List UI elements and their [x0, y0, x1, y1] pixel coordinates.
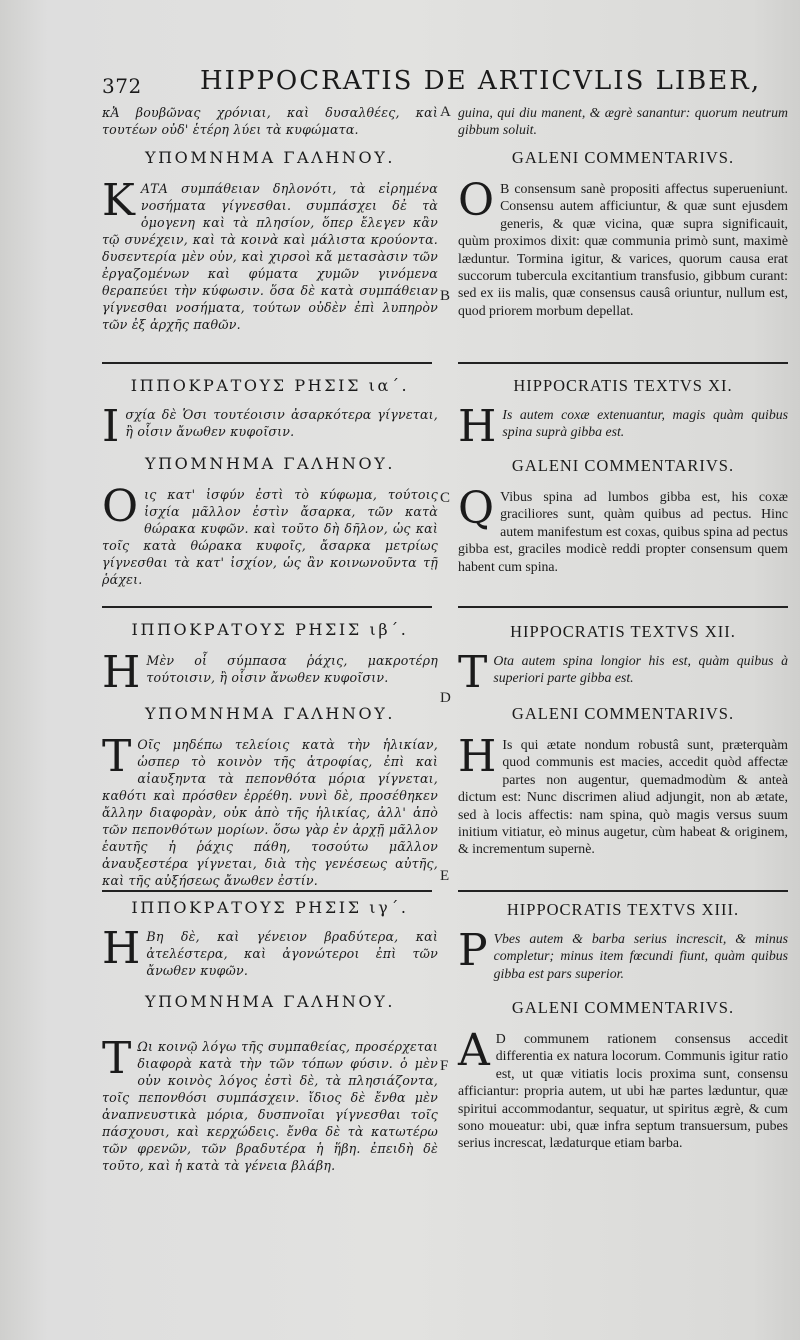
drop-cap: Η — [102, 923, 141, 974]
drop-cap: H — [458, 731, 497, 782]
drop-cap: Ο — [102, 481, 139, 532]
greek-comment-text: Οῖς μηδέπω τελείοις κατὰ τὴν ἡλικίαν, ὡσπερ τὸ κοινὸν τῆς ἀτροφίας, ἐπὶ καὶ αἰαυξηντα τὰ πεπονθότα μόρια γίγνεται, καθότι καὶ πρόσθεν ἐρρέθη. νυνὶ δὲ, προσέθηκεν ἄλλην διαφορὰν, οὐκ ἀπὸ τῆς ἡλικίας, ἀλλ' ἀπὸ τῶν πεπονθότων μορίων. ὅσω γὰρ ἐν ἀρχῇ μᾶλλον ἑαυτῆς ἡ ῥάχις πάθη, τοσούτω μᾶλλον ἀναυξεστέρα γίγνεται, διὰ τὴς γενέσεως αὐτῆς, καὶ τῆς αὐξήσεως ἄνωθεν ἐστίν. — [102, 737, 438, 888]
greek-hypomnema-heading-4: ΥΠΟΜΝΗΜΑ ΓΑΛΗΝΟΥ. — [144, 992, 396, 1011]
section-rule — [458, 606, 788, 608]
margin-letter-a: A — [440, 104, 451, 120]
latin-commentarius-heading-4: GALENI COMMENTARIVS. — [511, 998, 735, 1017]
latin-comment-3 — [458, 731, 788, 882]
greek-hypomnema-heading-1: ΥΠΟΜΝΗΜΑ ΓΑΛΗΝΟΥ. — [144, 148, 396, 167]
drop-cap: P — [458, 925, 488, 976]
greek-comment-text: ις κατ' ἰσφύν ἐστὶ τὸ κύφωμα, τούτοις ἰσχία μᾶλλον ἐστὶν ἄσαρκα, τῶν κατὰ θώρακα κυφῶν. καὶ τοῦτο δὴ δῆλον, ὡς καὶ τοῖς κατὰ θώρακα κυφοῖς, ἄσαρκα μετρίως γίγνεσθαι τὰ κατ' ἰσχίον, ὡς ἂν κοινωνοῦντα τῇ ῥάχει. — [102, 487, 438, 587]
greek-hypomnema-heading-3: ΥΠΟΜΝΗΜΑ ΓΑΛΗΝΟΥ. — [144, 704, 396, 723]
section-rule — [102, 890, 432, 892]
greek-comment-1 — [102, 175, 438, 352]
latin-textus-text: Is autem coxæ extenuantur, magis quàm quibus spina suprà gibba est. — [502, 407, 788, 440]
latin-textus-text: Vbes autem & barba serius increscit, & minus completur; minus item fœcundi fiunt, quàm quibus gibba est pars superior. — [493, 931, 788, 981]
greek-rhesis-text: Μὲν οἷ σύμπασα ῥάχις, μακροτέρη τούτοισιν, ἢ οἷσιν ἄνωθεν κυφοῖσιν. — [146, 653, 438, 685]
greek-rhesis-13 — [102, 923, 438, 978]
drop-cap: Τ — [102, 1033, 132, 1084]
greek-comment-text: ΑΤΑ συμπάθειαν δηλονότι, τὰ εἰρημένα νοσήματα γίγνεσθαι. συμπάσχει δἐ τὰ ὁμογενη καὶ τὰ πλησίον, ὅπερ ἔλεγεν κἂν τῷ συνέχειν, καὶ τὰ κοινὰ καὶ μάλιστα κρούοντα. δυσεντερία μὲν οὐν, καὶ χιρσοὶ κἄ μετασὰσιν τῶν ἐργαζομένων καὶ φύματα χυμῶν γινόμενα θεραπεύει τὴν κύφωσιν. ὅσα δὲ κατὰ συμπάθειαν γίγνεσθαι νοσήματα, τούτων οὐδὲν ἐπὶ λυπηρὸν τῶν ἐξ ἀρχῆς παθῶν. — [102, 181, 438, 332]
latin-commentarius-heading-2: GALENI COMMENTARIVS. — [511, 456, 735, 475]
latin-comment-text: B consensum sanè propositi affectus superueniunt. Consensu autem afficiuntur, & quæ sunt ejusdem generis, & quæ vicina, quæ supra significauit, quùm proximos dixit: quæ communia primò sunt, maximè læduntur. Tormina igitur, & varices, quorum causa erat succorum tubercula excitantium transfusio, gibbum curant: sed ex iis malis, quæ consensus causâ oriuntur, nullum est, quod priorem morbum depellat. — [458, 181, 788, 318]
running-title: HIPPOCRATIS DE ARTICVLIS LIBER, — [200, 66, 762, 96]
greek-rhesis-text: σχία δὲ Ὁσι τουτέοισιν ἀσαρκότερα γίγνεται, ἢ οἷσιν ἄνωθεν κυφοῖσιν. — [125, 407, 438, 439]
drop-cap: Κ — [102, 175, 135, 226]
margin-letter-c: C — [440, 490, 451, 506]
section-rule — [458, 890, 788, 892]
greek-rhesis-text: Βη δὲ, καὶ γένειον βραδύτερα, καὶ ἀτελέστερα, καὶ ἀγονώτεροι ἐπὶ τῶν ἄνωθεν κυφῶν. — [146, 929, 438, 978]
margin-letter-f: F — [440, 1058, 449, 1074]
margin-letter-e: E — [440, 868, 450, 884]
greek-hypomnema-heading-2: ΥΠΟΜΝΗΜΑ ΓΑΛΗΝΟΥ. — [144, 454, 396, 473]
drop-cap: H — [458, 401, 497, 452]
latin-intro-text: guina, qui diu manent, & ægrè sanantur: quorum neutrum gibbum soluit. — [458, 105, 788, 138]
greek-intro — [102, 104, 438, 138]
greek-rhesis-11 — [102, 401, 438, 452]
drop-cap: A — [458, 1025, 490, 1076]
greek-comment-3 — [102, 731, 438, 888]
drop-cap: Q — [458, 483, 495, 534]
latin-intro — [458, 104, 788, 140]
latin-commentarius-heading-1: GALENI COMMENTARIVS. — [511, 148, 735, 167]
latin-commentarius-heading-3: GALENI COMMENTARIVS. — [511, 704, 735, 723]
latin-textus-13 — [458, 925, 788, 988]
drop-cap: Ι — [102, 401, 120, 452]
latin-comment-text: D communem rationem consensus accedit differentia ex natura locorum. Communis igitur ratio est, ut quæ vitiatis locis proxima sunt, consensu afficiantur: propria autem, ut ubi hæ partes læduntur, quæ spiritui accommodantur, sequatur, ut spiritus ægrè, & cum sono moueatur: ubi, quæ infra septum transuersum, pubes serius increscat, lædaturque etiam barba. — [458, 1031, 788, 1151]
latin-textus-text: Ota autem spina longior his est, quàm quibus à superiori parte gibba est. — [493, 653, 788, 686]
margin-letter-b: B — [440, 288, 451, 304]
greek-intro-text: κἈ βουβῶνας χρόνιαι, καὶ δυσαλθέες, καὶ τουτέων οὐδ' ἑτέρη λύει τὰ κυφώματα. — [102, 105, 438, 137]
section-rule — [102, 606, 432, 608]
latin-textus-heading-12: HIPPOCRATIS TEXTVS XII. — [510, 622, 736, 641]
drop-cap: Τ — [102, 731, 132, 782]
latin-comment-1 — [458, 175, 788, 356]
latin-comment-2 — [458, 483, 788, 596]
latin-textus-12 — [458, 647, 788, 698]
drop-cap: O — [458, 175, 495, 226]
margin-letter-d: D — [440, 690, 451, 706]
latin-textus-heading-13: HIPPOCRATIS TEXTVS XIII. — [506, 900, 740, 919]
latin-comment-text: Vibus spina ad lumbos gibba est, his coxæ graciliores sunt, quàm quibus ad pectus. Hinc autem manifestum est coxas, quibus spina ad pectus gibba est, graciles modicè reddi propter consensum quem habent cum spina. — [458, 489, 788, 574]
greek-rhesis-12 — [102, 647, 438, 698]
page-number: 372 — [102, 74, 142, 98]
latin-textus-heading-11: HIPPOCRATIS TEXTVS XI. — [513, 376, 733, 395]
latin-textus-11 — [458, 401, 788, 452]
latin-comment-text: Is qui ætate nondum robustâ sunt, præterquàm quod communis est macies, accedit quòd affectæ partes non augentur, quemadmodùm & anteà dictum est: Nunc discrimen aliud adjungit, non ab ætate, sed à locis affectis: nam spina, quò magis versus suum initium vitiatur, eò minus augetur, cùm habeat & originem, & incrementum supernè. — [458, 737, 788, 857]
latin-comment-4 — [458, 1025, 788, 1190]
section-rule — [102, 362, 432, 364]
greek-comment-2 — [102, 481, 438, 596]
greek-rhesis-heading-11: ΙΠΠΟΚΡΑΤΟΥΣ ΡΗΣΙΣ ια΄. — [130, 376, 410, 395]
greek-comment-text: Ωι κοινῷ λόγω τῆς συμπαθείας, προσέρχεται διαφορὰ κατὰ τὴν τῶν τόπων φύσιν. ὁ μὲν οὐν κοινὸς λόγος ἐστὶ δὲ, τὰ πλησιάζοντα, τοῖς πεπονθόσι συμπάσχειν. ἴδιος δὲ ἔνθα μὲν ἀναπνευστικὰ μόρια, δυσπνοῖαι γίγνεσθαι τοῖς πάσχουσι, καὶ κερχώδεις. ἔνθα δὲ τὰ κατωτέρω τῶν φρενῶν, τῶν βραδυτέρα ἡ ἥβη. ἐπειδὴ δὲ τοῦτο, καὶ ἡ κατὰ τὰ γένεια βλάβη. — [102, 1039, 438, 1173]
drop-cap: Η — [102, 647, 141, 698]
greek-rhesis-heading-13: ΙΠΠΟΚΡΑΤΟΥΣ ΡΗΣΙΣ ιγ΄. — [131, 898, 409, 917]
greek-rhesis-heading-12: ΙΠΠΟΚΡΑΤΟΥΣ ΡΗΣΙΣ ιβ΄. — [131, 620, 409, 639]
greek-comment-4 — [102, 1033, 438, 1173]
section-rule — [458, 362, 788, 364]
drop-cap: T — [458, 647, 488, 698]
